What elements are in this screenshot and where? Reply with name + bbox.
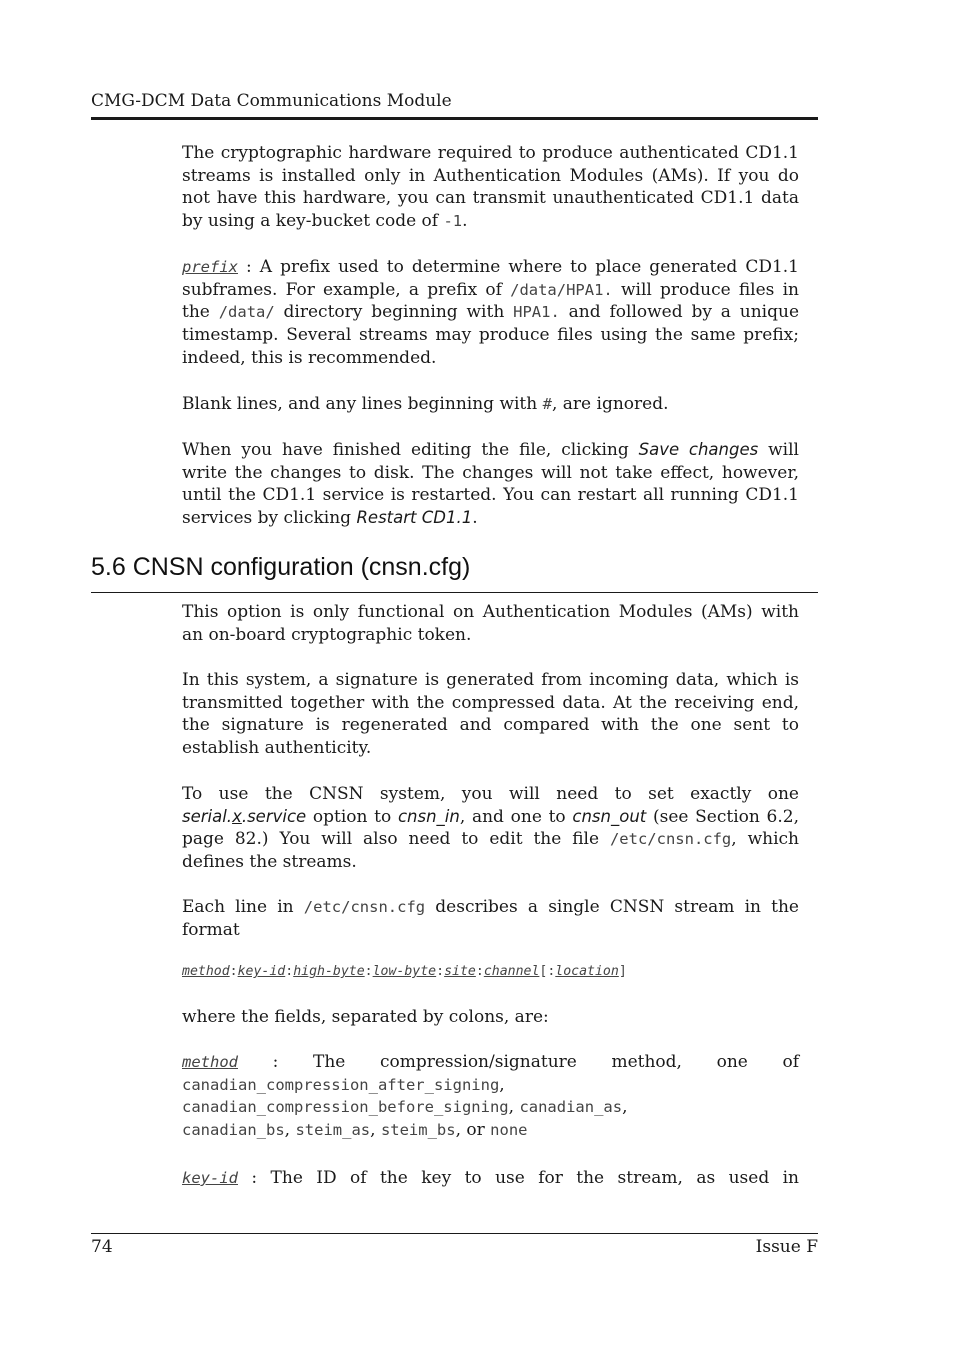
code-option: canadian_as [519, 1098, 623, 1117]
paragraph-method [182, 1051, 799, 1142]
text-line: streams is installed only in Authentication Modules (AMs). If you do [182, 165, 799, 186]
code-option: canadian_compression_after_signing [182, 1075, 500, 1094]
field-method: method [182, 1053, 238, 1071]
ui-restart-cd11: Restart CD1.1 [356, 508, 473, 528]
footer-rule [91, 1233, 818, 1234]
text-line: canadian_bs, steim_as, steim_bs, or none [182, 1120, 528, 1141]
fmt-site: site [444, 964, 476, 979]
text-line: page 82.) You will also need to edit the file /etc/cnsn.cfg, which [182, 829, 799, 850]
paragraph-save-changes [182, 439, 799, 530]
text-line: the /data/ directory beginning with HPA1. and followed by a unique [182, 302, 800, 323]
text-line: subframes. For example, a prefix of /data/HPA1. will produce files in [182, 279, 799, 300]
code-cnsn-cfg: /etc/cnsn.cfg [609, 830, 732, 849]
code-prefix-example: /data/HPA1. [510, 280, 613, 299]
text-line: establish authenticity. [182, 738, 372, 759]
field-key-id: key-id [182, 1169, 238, 1187]
fmt-channel: channel [483, 964, 540, 979]
paragraph-prefix [182, 256, 799, 369]
paragraph-blank-lines [182, 393, 799, 416]
text-line: key-id : The ID of the key to use for the stream, as used in [182, 1168, 799, 1188]
section-heading: 5.6 CNSN configuration (cnsn.cfg) [91, 553, 471, 581]
text-line: Blank lines, and any lines beginning with #, are ignored. [182, 394, 669, 414]
fmt-high-byte: high-byte [293, 964, 365, 979]
code-option: canadian_bs [182, 1121, 285, 1140]
text-line: serial.x.service option to cnsn_in, and one to cnsn_out (see Section 6.2, [182, 806, 799, 827]
paragraph-key-id [182, 1167, 799, 1190]
code-option: steim_bs [380, 1121, 456, 1140]
text-line: services by clicking Restart CD1.1. [182, 508, 478, 529]
format-line: method:key-id:high-byte:low-byte:site:channel[:location] [182, 964, 627, 979]
code-option: none [490, 1121, 528, 1140]
ui-cnsn-out: cnsn_out [572, 806, 647, 826]
text-line: write the changes to disk. The changes will not take effect, however, [182, 462, 799, 483]
code-option: steim_as [295, 1121, 371, 1140]
code-hpa1: HPA1. [513, 303, 560, 322]
issue-label: Issue F [755, 1237, 818, 1257]
page-number: 74 [91, 1237, 113, 1257]
text-line: canadian_compression_before_signing, canadian_as, [182, 1097, 628, 1118]
ui-save-changes: Save changes [638, 440, 759, 459]
text-line: timestamp. Several streams may produce files using the same prefix; [182, 325, 799, 346]
text-line: prefix : A prefix used to determine where to place generated CD1.1 [182, 257, 799, 277]
paragraph-each-line [182, 896, 799, 941]
text-line: canadian_compression_after_signing, [182, 1074, 505, 1095]
ui-service: .service [241, 806, 307, 826]
text-line: When you have finished editing the file, clicking Save changes will [182, 440, 799, 460]
field-prefix: prefix [182, 258, 238, 276]
text-line: The cryptographic hardware required to produce authenticated CD1.1 [182, 143, 799, 163]
header-rule [91, 117, 818, 120]
section-rule [91, 592, 818, 593]
text-line: the signature is regenerated and compared with the one sent to [182, 715, 799, 736]
paragraph-use-cnsn [182, 783, 799, 874]
code-keybucket: -1 [443, 212, 463, 231]
fmt-key-id: key-id [237, 964, 286, 979]
code-cnsn-cfg: /etc/cnsn.cfg [303, 898, 426, 916]
text-line: method : The compression/signature method, one of [182, 1052, 799, 1072]
fmt-low-byte: low-byte [372, 964, 437, 979]
text-line: To use the CNSN system, you will need to set exactly one [182, 784, 799, 804]
text-line: by using a key-bucket code of -1. [182, 211, 468, 232]
code-hash: # [542, 395, 552, 413]
text-line: defines the streams. [182, 852, 357, 873]
text-line: an on-board cryptographic token. [182, 624, 472, 645]
ui-serial-x: x [232, 806, 242, 826]
ui-cnsn-in: cnsn_in [397, 806, 460, 826]
text-line: not have this hardware, you can transmit unauthenticated CD1.1 data [182, 188, 799, 209]
code-option: canadian_compression_before_signing [182, 1098, 509, 1117]
text-line: This option is only functional on Authentication Modules (AMs) with [182, 602, 799, 622]
paragraph-only-functional [182, 601, 799, 646]
fmt-location: location [555, 964, 619, 979]
paragraph-signature [182, 669, 799, 760]
ui-serial: serial. [182, 806, 233, 826]
text-line: Each line in /etc/cnsn.cfg describes a single CNSN stream in the [182, 897, 799, 917]
text-line: transmitted together with the compressed data. At the receiving end, [182, 692, 799, 713]
text-line: until the CD1.1 service is restarted. You can restart all running CD1.1 [182, 485, 799, 506]
text-line: format [182, 919, 240, 940]
paragraph-crypto-hardware [182, 142, 799, 233]
text-line: indeed, this is recommended. [182, 347, 437, 368]
fmt-method: method [182, 964, 230, 979]
text-line: where the fields, separated by colons, are: [182, 1007, 549, 1027]
text-line: In this system, a signature is generated from incoming data, which is [182, 670, 799, 690]
paragraph-fields-intro [182, 1006, 799, 1029]
code-data-dir: /data/ [218, 303, 275, 322]
running-header: CMG-DCM Data Communications Module [91, 91, 452, 111]
